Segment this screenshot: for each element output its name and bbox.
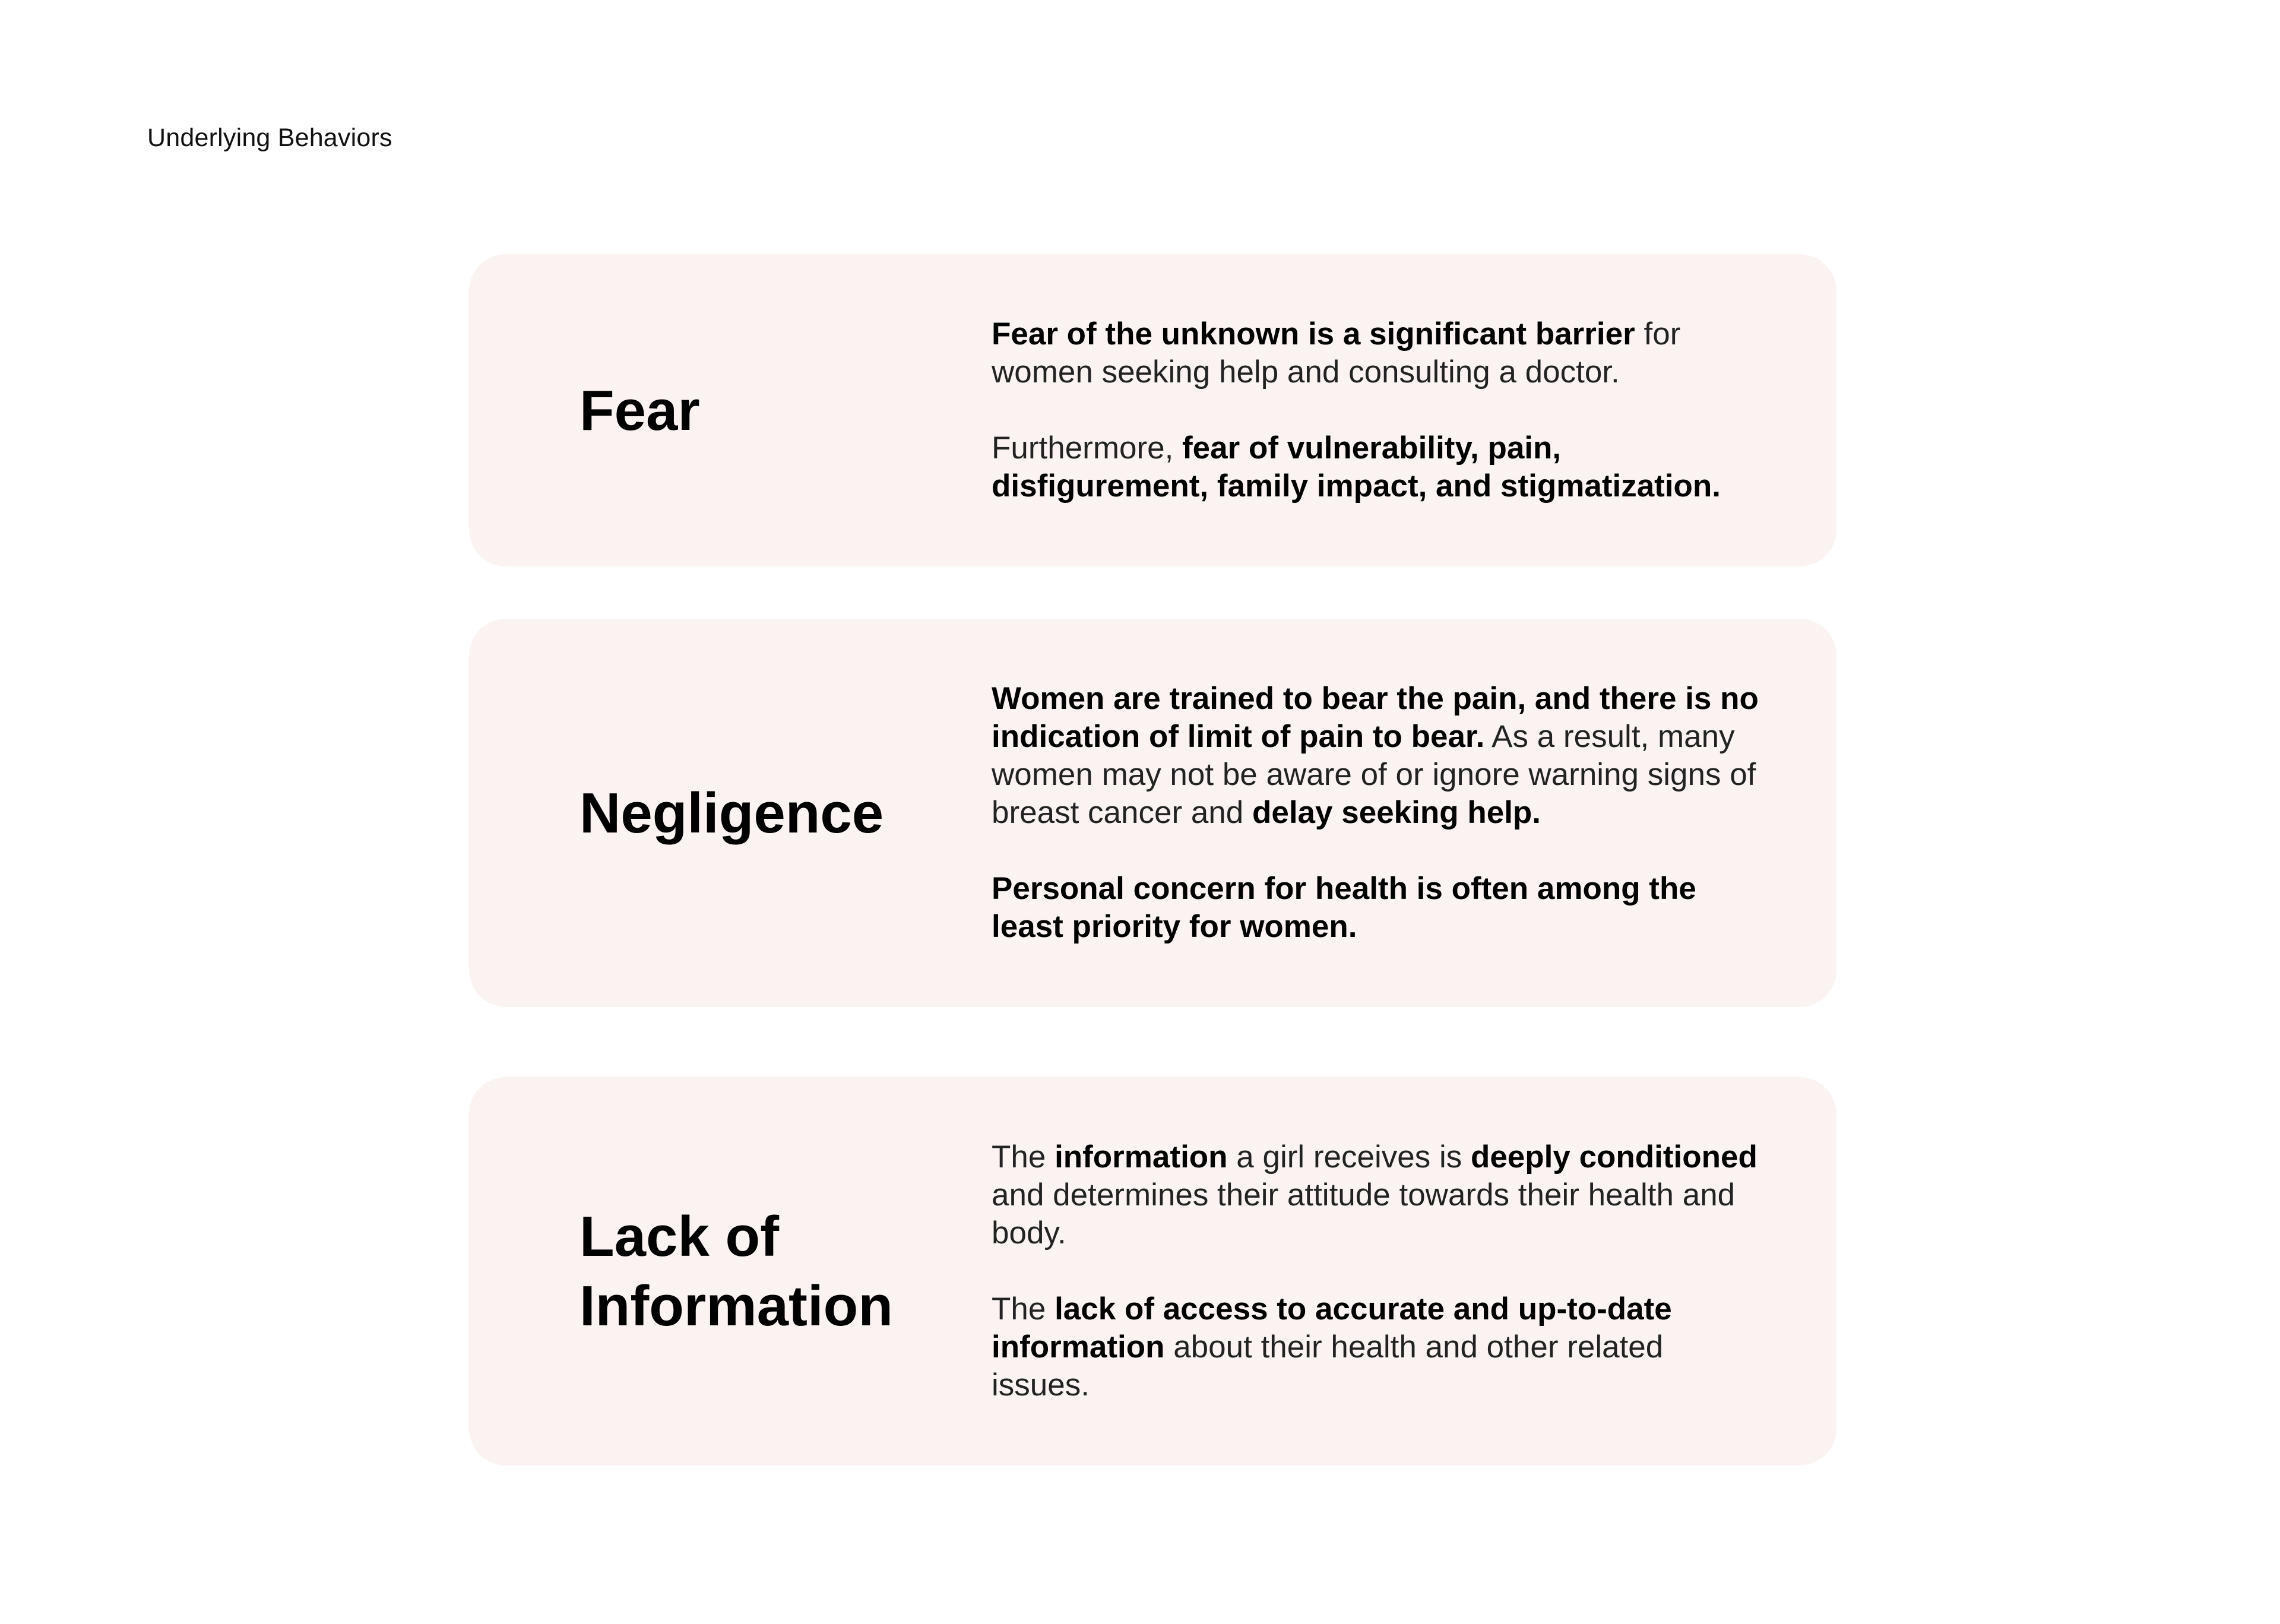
text-run: a girl receives is bbox=[1227, 1139, 1471, 1175]
text-run: delay seeking help. bbox=[1252, 795, 1541, 830]
text-run: deeply conditioned bbox=[1470, 1139, 1758, 1175]
card-description bbox=[992, 254, 1763, 566]
text-run: Furthermore, bbox=[992, 430, 1183, 466]
text-run: lack of access to accurate and up-to-date information bbox=[992, 1291, 1672, 1365]
card-title-line: Lack of bbox=[580, 1205, 780, 1268]
card-paragraph bbox=[992, 1290, 1763, 1404]
behavior-card-lack-of-information bbox=[469, 1077, 1836, 1465]
behavior-card-fear bbox=[469, 254, 1836, 566]
card-paragraph bbox=[992, 680, 1763, 832]
behavior-card-negligence bbox=[469, 619, 1836, 1007]
card-title-line: Information bbox=[580, 1274, 893, 1338]
text-run: for women seeking help and consulting a doctor. bbox=[992, 316, 1681, 390]
text-run: about their health and other related issues. bbox=[992, 1329, 1664, 1403]
text-run: Personal concern for health is often among the least priority for women. bbox=[992, 871, 1696, 944]
page-title: Underlying Behaviors bbox=[147, 124, 392, 152]
card-paragraph bbox=[992, 315, 1763, 391]
card-paragraph bbox=[992, 429, 1763, 505]
card-paragraph bbox=[992, 870, 1763, 946]
card-description bbox=[992, 1077, 1763, 1465]
text-run: information bbox=[1054, 1139, 1228, 1175]
text-run: Women are trained to bear the pain, and there is no indication of limit of pain to bear. bbox=[992, 681, 1759, 754]
text-run: The bbox=[992, 1139, 1055, 1175]
card-title-text: Fear bbox=[580, 378, 700, 442]
text-run: fear of vulnerability, pain, disfigurement, family impact, and stigmatization. bbox=[992, 430, 1721, 504]
card-description bbox=[992, 619, 1763, 1007]
text-run: The bbox=[992, 1291, 1055, 1327]
text-run: Fear of the unknown is a significant barrier bbox=[992, 316, 1635, 352]
text-run: As a result, many women may not be aware of or ignore warning signs of breast cancer and bbox=[992, 719, 1756, 830]
card-title bbox=[580, 1077, 936, 1465]
text-run: and determines their attitude towards their health and body. bbox=[992, 1177, 1736, 1251]
card-title bbox=[580, 254, 936, 566]
card-paragraph bbox=[992, 1138, 1763, 1252]
card-title-text: Negligence bbox=[580, 781, 884, 845]
card-title bbox=[580, 619, 936, 1007]
